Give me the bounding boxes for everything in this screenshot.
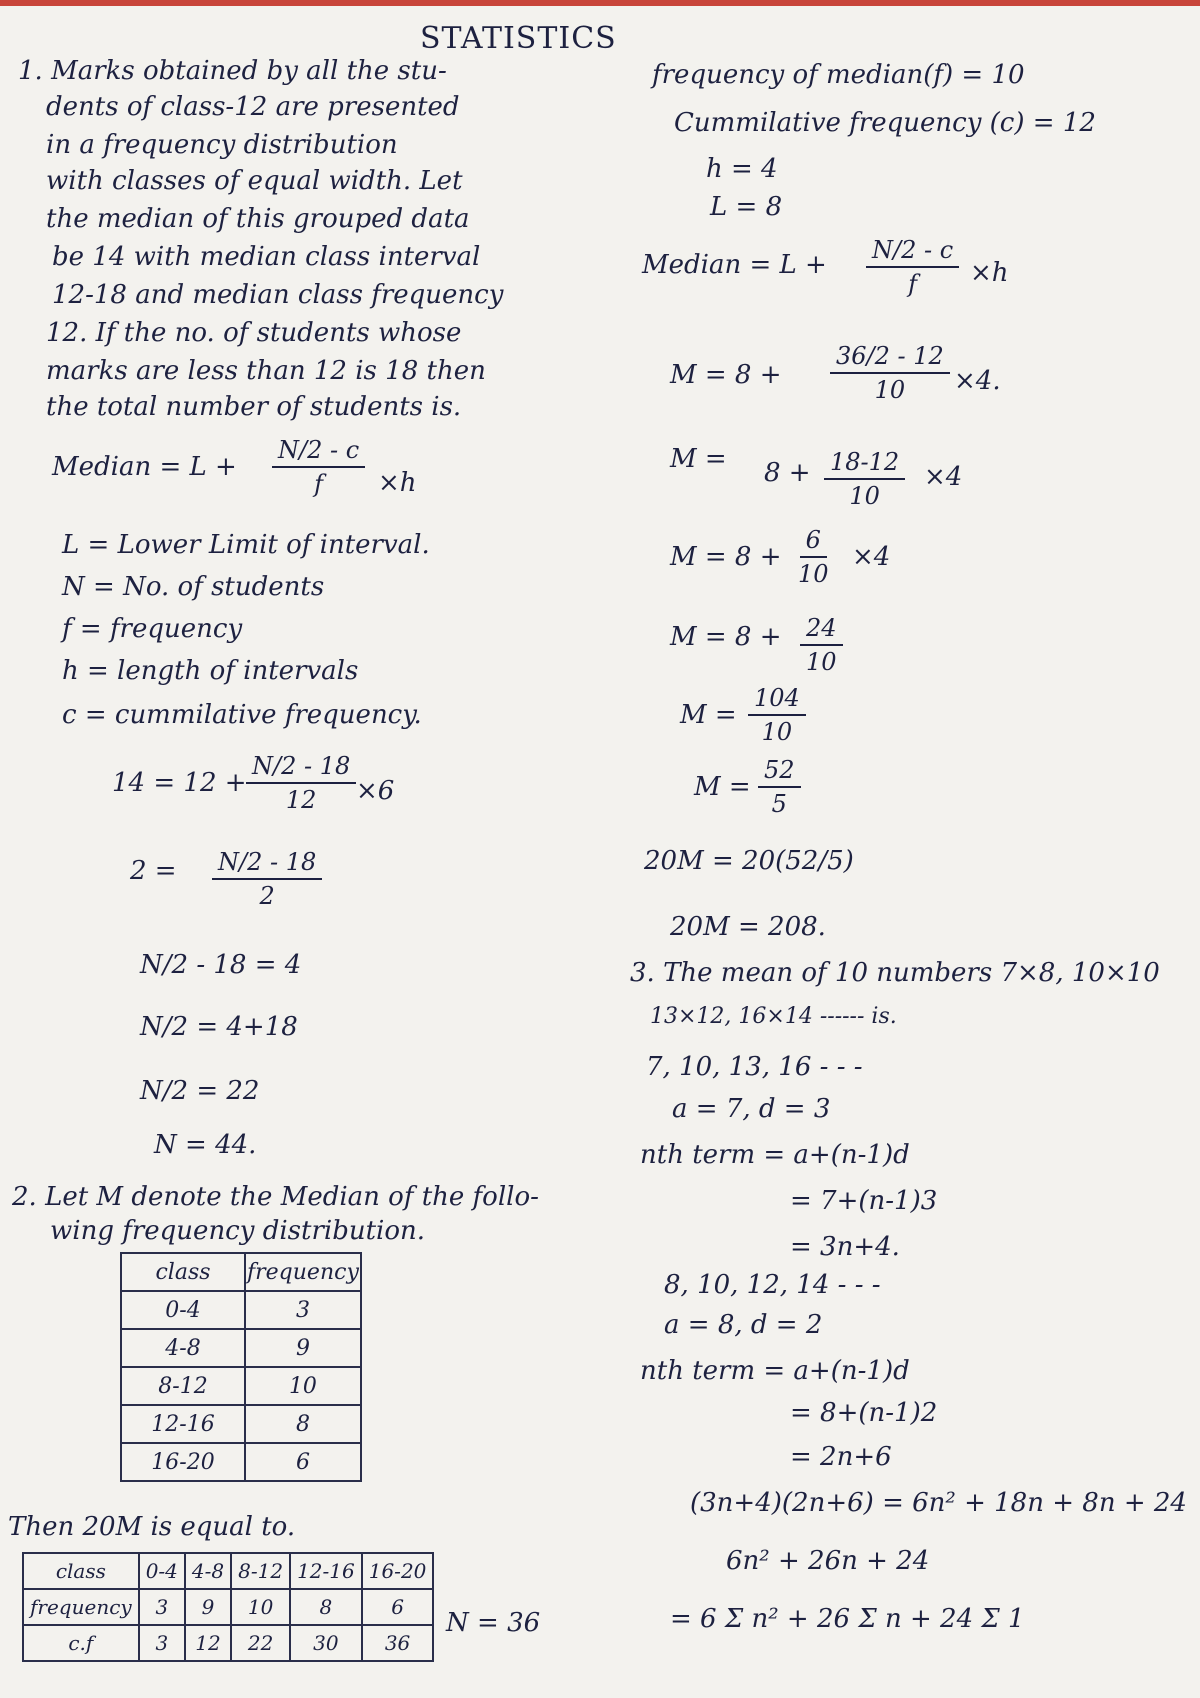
table-cell: 3	[139, 1625, 185, 1661]
table-row	[121, 1367, 361, 1405]
page-title: STATISTICS	[420, 21, 617, 56]
table-cell: 9	[185, 1589, 231, 1625]
table-cell: 6	[245, 1443, 361, 1481]
q1-line: dents of class-12 are presented	[46, 92, 460, 122]
q2-line: 2. Let M denote the Median of the follo-	[12, 1182, 539, 1212]
m-step6-fraction	[758, 756, 801, 818]
table-cell: c.f	[23, 1625, 139, 1661]
definition-item: h = length of intervals	[62, 656, 359, 686]
median-formula-tail: ×h	[970, 258, 1009, 288]
q2-n-note: N = 36	[446, 1608, 541, 1638]
cumulative-frequency: Cummilative frequency (c) = 12	[674, 108, 1096, 138]
m-step1-tail: ×4.	[954, 366, 1001, 396]
sequence-two-nth-result: = 2n+6	[790, 1442, 892, 1472]
q1-formula-lhs: Median = L +	[52, 452, 237, 482]
fraction-numerator: 24	[800, 614, 843, 646]
sequence-one-a-d: a = 7, d = 3	[672, 1094, 831, 1124]
fraction-numerator: 6	[800, 526, 827, 558]
q1-line: the total number of students is.	[46, 392, 462, 422]
table-row	[23, 1625, 433, 1661]
definition-item: N = No. of students	[62, 572, 325, 602]
m-step5-lhs: M =	[680, 700, 737, 730]
m-step1-lhs: M = 8 +	[670, 360, 782, 390]
sequence-one-nth-result: = 3n+4.	[790, 1232, 900, 1262]
fraction-denominator: 10	[798, 560, 829, 588]
table-cell: 10	[231, 1589, 290, 1625]
definition-item: L = Lower Limit of interval.	[62, 530, 430, 560]
q1-step2-fraction	[212, 848, 322, 910]
fraction-numerator: N/2 - 18	[246, 752, 356, 784]
lower-limit: L = 8	[710, 192, 783, 222]
q1-answer: N = 44.	[154, 1130, 257, 1160]
fraction-denominator: 12	[285, 786, 317, 814]
table-cell: 8	[290, 1589, 362, 1625]
fraction-numerator: 18-12	[824, 448, 905, 480]
table-cell: 30	[290, 1625, 362, 1661]
m-step1-fraction	[830, 342, 950, 404]
table-cell: 16-20	[121, 1443, 245, 1481]
sequence-one: 7, 10, 13, 16 - - -	[646, 1052, 863, 1082]
interval-length: h = 4	[706, 154, 778, 184]
q1-formula-fraction	[272, 436, 365, 498]
table-cell: 0-4	[121, 1291, 245, 1329]
frequency-table	[120, 1252, 362, 1482]
table-cell: 9	[245, 1329, 361, 1367]
sequence-two: 8, 10, 12, 14 - - -	[664, 1270, 881, 1300]
fraction-denominator: 2	[259, 882, 275, 910]
m-step3-tail: ×4	[852, 542, 891, 572]
fraction-denominator: f	[314, 470, 324, 498]
median-frequency: frequency of median(f) = 10	[652, 60, 1025, 90]
q1-line: with classes of equal width. Let	[46, 166, 463, 196]
table-cell: 8-12	[121, 1367, 245, 1405]
fraction-denominator: 10	[849, 482, 880, 510]
m-step2-pre: 8 +	[764, 458, 811, 488]
table-cell: 12-16	[121, 1405, 245, 1443]
fraction-numerator: N/2 - c	[272, 436, 365, 468]
table-header-cell: frequency	[245, 1253, 361, 1291]
table-cell: class	[23, 1553, 139, 1589]
table-cell: 16-20	[362, 1553, 434, 1589]
sequence-one-nth-step: = 7+(n-1)3	[790, 1186, 938, 1216]
q1-line: in a frequency distribution	[46, 130, 398, 160]
m-step2-tail: ×4	[924, 462, 963, 492]
product-expansion: (3n+4)(2n+6) = 6n² + 18n + 8n + 24	[690, 1488, 1187, 1518]
fraction-denominator: f	[908, 270, 918, 298]
median-formula-lhs: Median = L +	[642, 250, 827, 280]
table-cell: 12-16	[290, 1553, 362, 1589]
fraction-denominator: 5	[771, 790, 787, 818]
table-cell: 8-12	[231, 1553, 290, 1589]
table-row	[23, 1553, 433, 1589]
median-formula-fraction	[866, 236, 959, 298]
table-row	[121, 1291, 361, 1329]
table-cell: 3	[139, 1589, 185, 1625]
q1-step1-tail: ×6	[356, 776, 395, 806]
m-step4-lhs: M = 8 +	[670, 622, 782, 652]
table-cell: frequency	[23, 1589, 139, 1625]
m-step2-lhs: M =	[670, 444, 727, 474]
q1-formula-tail: ×h	[378, 468, 417, 498]
table-row	[121, 1405, 361, 1443]
definition-item: c = cummilative frequency.	[62, 700, 422, 730]
table-cell: 0-4	[139, 1553, 185, 1589]
q1-step3: N/2 - 18 = 4	[140, 950, 302, 980]
q1-line: 12. If the no. of students whose	[46, 318, 462, 348]
sequence-one-nth-term: nth term = a+(n-1)d	[640, 1140, 910, 1170]
twenty-m-answer: 20M = 208.	[670, 912, 826, 942]
q1-step2-lhs: 2 =	[130, 856, 177, 886]
q2-then: Then 20M is equal to.	[8, 1512, 296, 1542]
fraction-denominator: 10	[806, 648, 837, 676]
q3-line: 13×12, 16×14 ------ is.	[650, 1004, 897, 1029]
cumulative-frequency-table	[22, 1552, 434, 1662]
fraction-numerator: 52	[758, 756, 801, 788]
m-step5-fraction	[748, 684, 806, 746]
m-step3-lhs: M = 8 +	[670, 542, 782, 572]
fraction-denominator: 10	[761, 718, 793, 746]
sequence-two-a-d: a = 8, d = 2	[664, 1310, 823, 1340]
table-cell: 22	[231, 1625, 290, 1661]
q1-step4: N/2 = 4+18	[140, 1012, 298, 1042]
table-cell: 8	[245, 1405, 361, 1443]
q1-step5: N/2 = 22	[140, 1076, 260, 1106]
table-cell: 36	[362, 1625, 434, 1661]
fraction-numerator: 104	[748, 684, 806, 716]
q1-step1-lhs: 14 = 12 +	[112, 768, 247, 798]
summation-expression: = 6 Σ n² + 26 Σ n + 24 Σ 1	[670, 1604, 1025, 1634]
table-row	[121, 1443, 361, 1481]
table-cell: 6	[362, 1589, 434, 1625]
table-cell: 3	[245, 1291, 361, 1329]
q1-line: be 14 with median class interval	[52, 242, 481, 272]
m-step4-fraction	[800, 614, 843, 676]
table-header-cell: class	[121, 1253, 245, 1291]
m-step2-fraction	[824, 448, 905, 510]
q2-line: wing frequency distribution.	[50, 1216, 426, 1246]
fraction-numerator: 36/2 - 12	[830, 342, 950, 374]
q3-line: 3. The mean of 10 numbers 7×8, 10×10	[630, 958, 1160, 988]
q1-line: marks are less than 12 is 18 then	[46, 356, 486, 386]
table-cell: 10	[245, 1367, 361, 1405]
table-row	[23, 1589, 433, 1625]
q1-line: 1. Marks obtained by all the stu-	[18, 56, 447, 86]
table-cell: 4-8	[185, 1553, 231, 1589]
fraction-numerator: N/2 - c	[866, 236, 959, 268]
table-row	[121, 1329, 361, 1367]
m-step3-fraction	[798, 526, 829, 588]
q1-step1-fraction	[246, 752, 356, 814]
fraction-denominator: 10	[874, 376, 906, 404]
definition-item: f = frequency	[62, 614, 243, 644]
table-header-row	[121, 1253, 361, 1291]
m-step6-lhs: M =	[694, 772, 751, 802]
table-cell: 4-8	[121, 1329, 245, 1367]
q1-line: the median of this grouped data	[46, 204, 470, 234]
table-cell: 12	[185, 1625, 231, 1661]
page-top-edge	[0, 0, 1200, 6]
sequence-two-nth-term: nth term = a+(n-1)d	[640, 1356, 910, 1386]
fraction-numerator: N/2 - 18	[212, 848, 322, 880]
twenty-m-expression: 20M = 20(52/5)	[644, 846, 854, 876]
q1-line: 12-18 and median class frequency	[52, 280, 504, 310]
sequence-two-nth-step: = 8+(n-1)2	[790, 1398, 938, 1428]
product-simplified: 6n² + 26n + 24	[726, 1546, 930, 1576]
